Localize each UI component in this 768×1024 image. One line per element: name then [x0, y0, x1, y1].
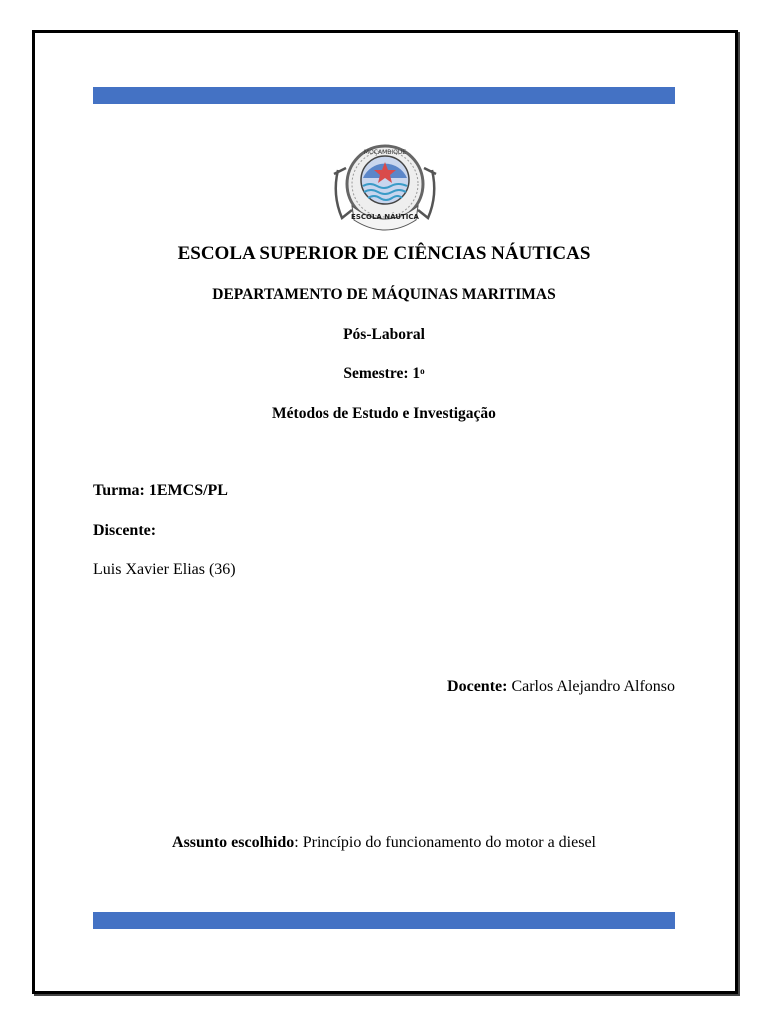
escola-nautica-seal-icon [330, 140, 440, 236]
semester [93, 365, 675, 383]
svg-text:MOÇAMBIQUE: MOÇAMBIQUE [363, 149, 407, 156]
subject-value: : Princípio do funcionamento do motor a diesel [294, 834, 596, 851]
department-name: DEPARTAMENTO DE MÁQUINAS MARITIMAS [212, 286, 556, 303]
teacher-label: Docente: [447, 678, 508, 695]
bottom-color-band [93, 912, 675, 929]
teacher-name: Carlos Alejandro Alfonso [507, 678, 675, 695]
class-group: Turma: 1EMCS/PL [93, 482, 228, 499]
svg-text:ESCOLA NÁUTICA: ESCOLA NÁUTICA [351, 213, 419, 221]
subject-label: Assunto escolhido [172, 834, 295, 851]
student-label: Discente: [93, 522, 157, 539]
school-name: ESCOLA SUPERIOR DE CIÊNCIAS NÁUTICAS [177, 243, 591, 264]
semester-ordinal: o [420, 366, 425, 376]
student-name: Luis Xavier Elias (36) [93, 561, 236, 578]
semester-label: Semestre: 1 [343, 365, 421, 382]
subject-line [93, 834, 675, 852]
top-color-band [93, 87, 675, 104]
course-name: Métodos de Estudo e Investigação [272, 405, 496, 422]
teacher-line [447, 678, 675, 696]
study-mode: Pós-Laboral [343, 326, 425, 343]
